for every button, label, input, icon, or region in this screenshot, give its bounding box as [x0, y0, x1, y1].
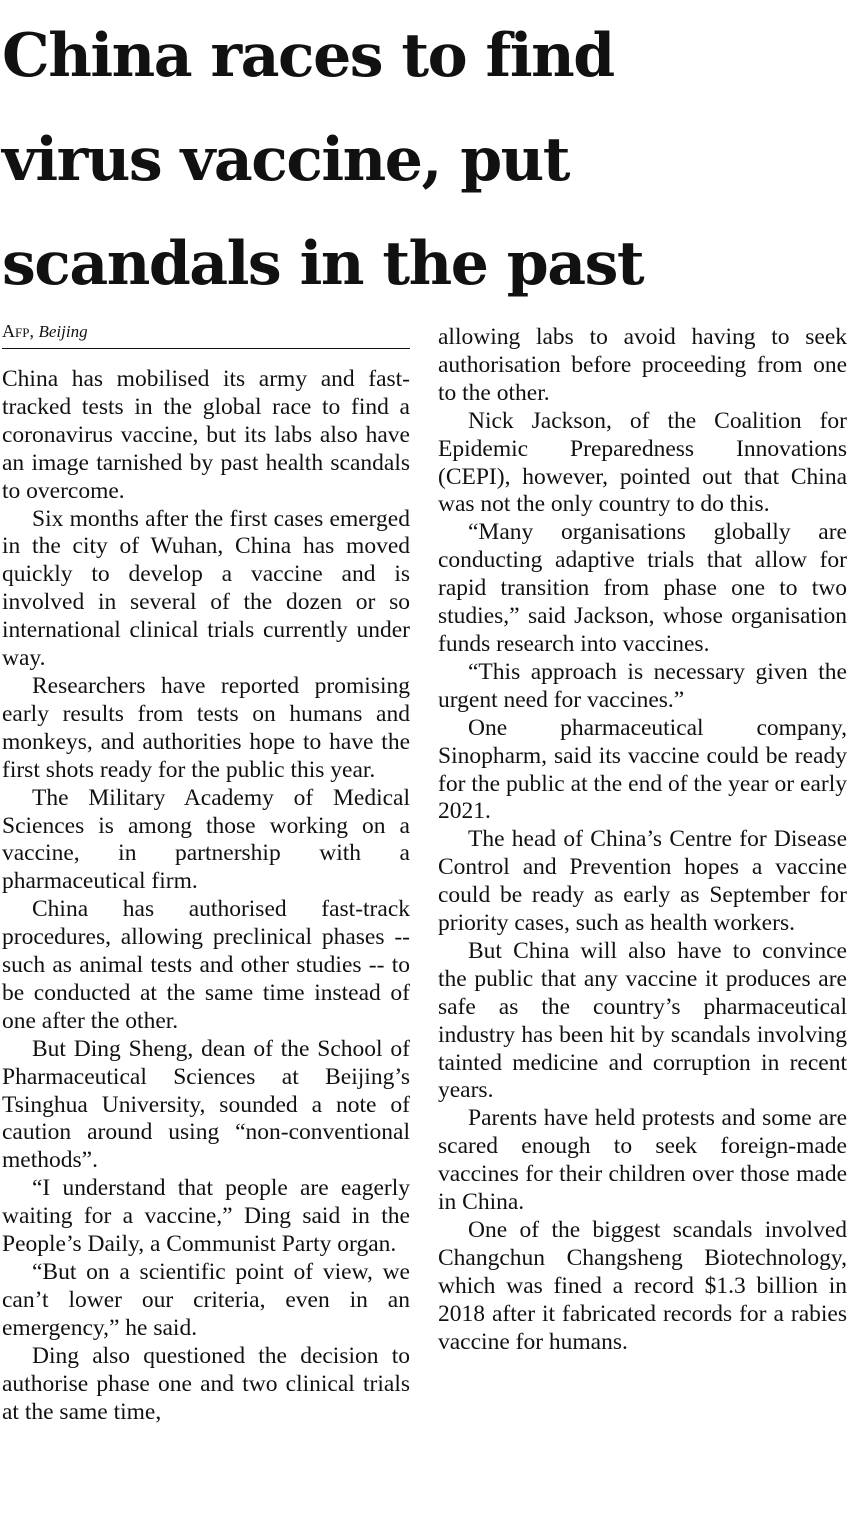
article-paragraph: Parents have held protests and some are scared enough to seek foreign-made vaccines for their children over those made in China. — [438, 1105, 847, 1216]
article-paragraph: But Ding Sheng, dean of the School of Pharmaceutical Sciences at Beijing’s Tsinghua University, sounded a note of caution around using “non-conventional methods”. — [2, 1035, 410, 1174]
article-column-left — [2, 366, 410, 1426]
headline-line: virus vaccine, put — [2, 125, 570, 195]
article-paragraph: “I understand that people are eagerly waiting for a vaccine,” Ding said in the People’s Daily, a Communist Party organ. — [2, 1175, 410, 1258]
article-paragraph: One of the biggest scandals involved Changchun Changsheng Biotechnology, which was fined a record $1.3 billion in 2018 after it fabricated records for a rabies vaccine for humans. — [438, 1217, 847, 1355]
article-paragraph: The head of China’s Centre for Disease Control and Prevention hopes a vaccine could be ready as early as September for priority cases, such as health workers. — [438, 826, 847, 937]
headline-line: China races to find — [2, 21, 614, 91]
article-paragraph: Six months after the first cases emerged in the city of Wuhan, China has moved quickly to develop a vaccine and is involved in several of the dozen or so international clinical trials currently under way. — [2, 505, 410, 672]
article-paragraph: China has mobilised its army and fast-tracked tests in the global race to find a coronavirus vaccine, but its labs also have an image tarnished by past health scandals to overcome. — [2, 366, 410, 504]
headline-line: scandals in the past — [2, 229, 644, 299]
article-paragraph: China has authorised fast-track procedures, allowing preclinical phases -- such as animal tests and other studies -- to be conducted at the same time instead of one after the other. — [2, 896, 410, 1034]
byline — [2, 318, 410, 349]
byline-agency: Afp, — [2, 321, 34, 341]
article-paragraph: Nick Jackson, of the Coalition for Epidemic Preparedness Innovations (CEPI), however, pointed out that China was not the only country to do this. — [438, 407, 847, 518]
article-paragraph: One pharmaceutical company, Sinopharm, said its vaccine could be ready for the public at the end of the year or early 2021. — [438, 714, 847, 825]
headline — [2, 4, 848, 316]
article-paragraph: “Many organisations globally are conducting adaptive trials that allow for rapid transition from phase one to two studies,” said Jackson, whose organisation funds research into vaccines. — [438, 519, 847, 657]
article-paragraph: “This approach is necessary given the urgent need for vaccines.” — [438, 658, 847, 713]
article-paragraph: “But on a scientific point of view, we can’t lower our criteria, even in an emergency,” he said. — [2, 1259, 410, 1341]
article-paragraph: Ding also questioned the decision to authorise phase one and two clinical trials at the same time, — [2, 1342, 410, 1425]
article-paragraph: The Military Academy of Medical Sciences is among those working on a vaccine, in partnership with a pharmaceutical firm. — [2, 784, 410, 895]
article-paragraph: But China will also have to convince the public that any vaccine it produces are safe as the country’s pharmaceutical industry has been hit by scandals involving tainted medicine and corruption in recent years. — [438, 937, 847, 1104]
article-column-right — [438, 324, 847, 1357]
byline-location: Beijing — [38, 322, 88, 341]
article-paragraph-continuation: allowing labs to avoid having to seek authorisation before proceeding from one to the other. — [438, 324, 847, 406]
article-paragraph: Researchers have reported promising early results from tests on humans and monkeys, and authorities hope to have the first shots ready for the public this year. — [2, 672, 410, 783]
